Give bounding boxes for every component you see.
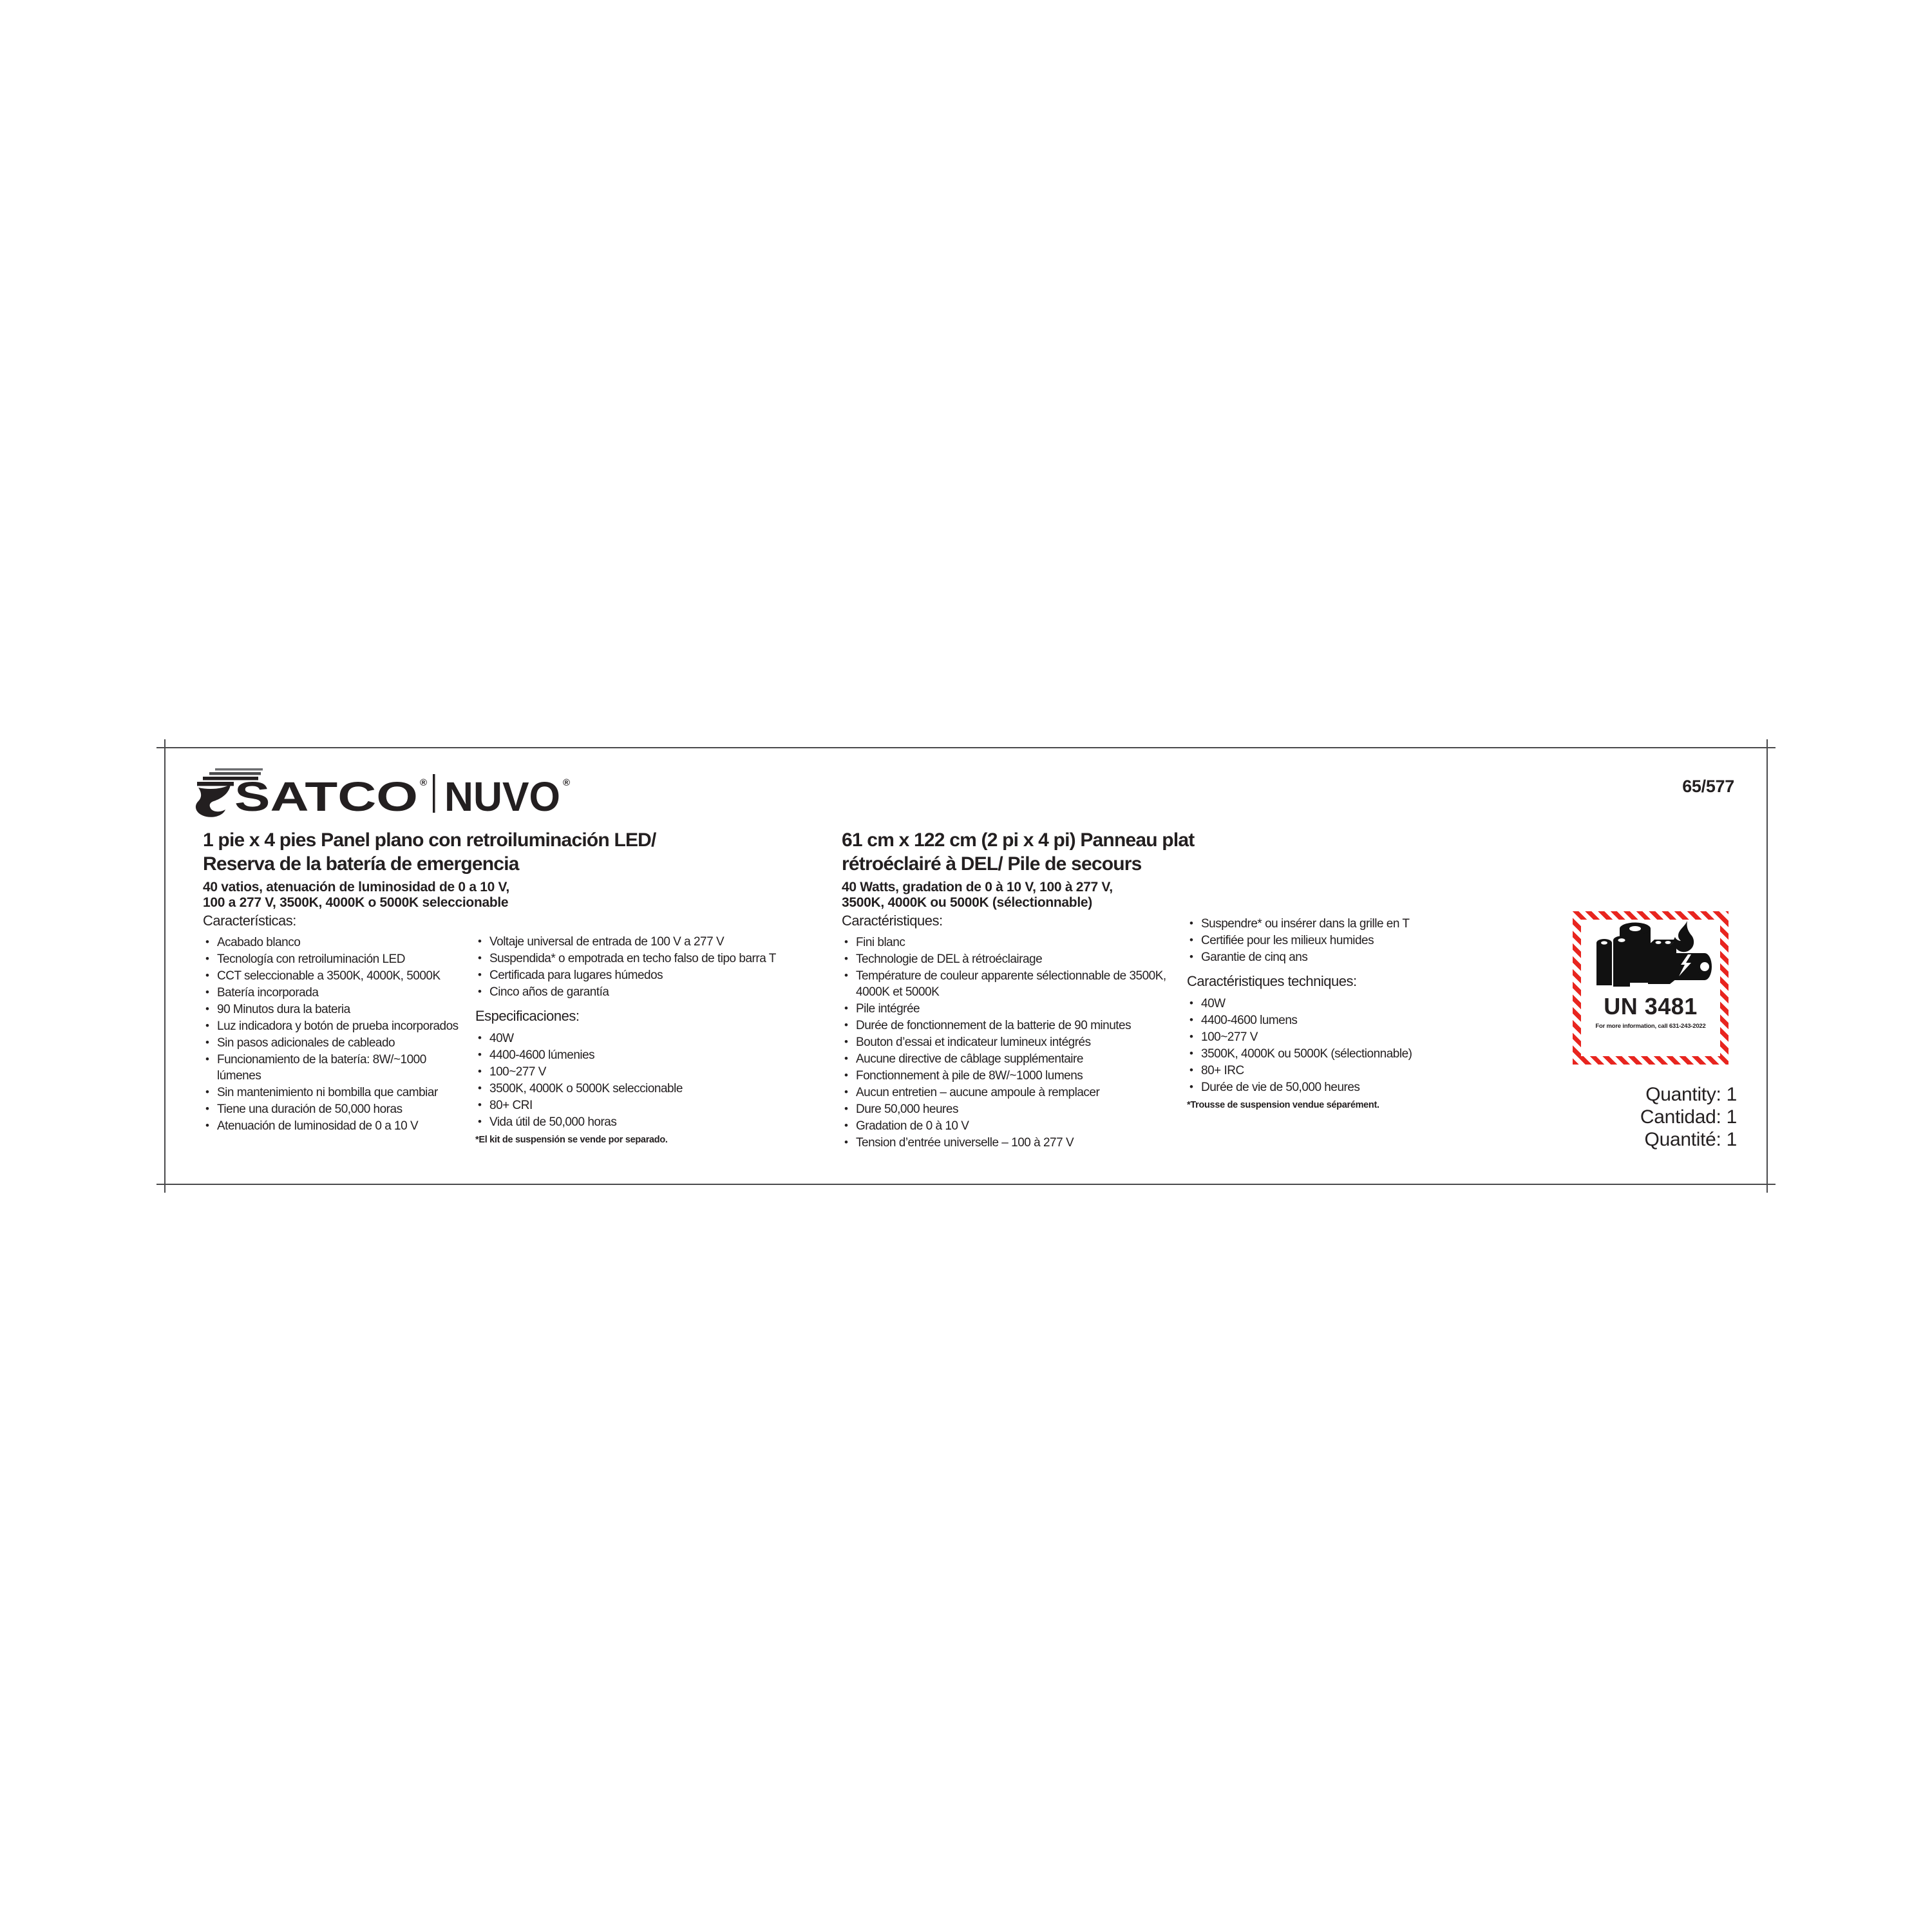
bullet-item: • 80+ CRI	[475, 1097, 688, 1113]
bullet-item: • 40W	[475, 1030, 688, 1046]
bullet-item: • 80+ IRC	[1187, 1063, 1470, 1079]
french-features-heading: Caractéristiques:	[842, 913, 943, 929]
bullet-item: • Tiene una duración de 50,000 horas	[203, 1101, 464, 1117]
bullet-item: • Sin mantenimiento ni bombilla que cambiar	[203, 1084, 464, 1101]
un3481-label	[1573, 911, 1728, 1065]
bullet-item: • 90 Minutos dura la bateria	[203, 1001, 464, 1018]
bullet-item: • Garantie de cinq ans	[1187, 949, 1470, 965]
bullet-item: • 3500K, 4000K ou 5000K (sélectionnable)	[1187, 1046, 1470, 1062]
french-footnote: *Trousse de suspension vendue séparément.	[1187, 1100, 1379, 1110]
un3481-info-text: For more information, call 631-243-2022	[1595, 1023, 1706, 1030]
panel-border-right	[1766, 739, 1768, 1193]
logo-divider	[433, 774, 435, 813]
un3481-code: UN 3481	[1604, 993, 1698, 1019]
french-specs-heading: Caractéristiques techniques:	[1187, 973, 1357, 989]
brand-name-nuvo: NUVO	[444, 773, 560, 817]
french-features-column	[842, 912, 1177, 1151]
bullet-item: • Suspendida* o empotrada en techo falso de tipo barra T	[475, 951, 807, 967]
french-subtitle-line2: 3500K, 4000K ou 5000K (sélectionnable)	[842, 895, 1092, 910]
un3481-battery-icon	[1586, 920, 1715, 994]
brand-logo	[193, 768, 574, 820]
spanish-subtitle-line1: 40 vatios, atenuación de luminosidad de 0 a 10 V,	[203, 880, 509, 895]
bullet-item: • Suspendre* ou insérer dans la grille en T	[1187, 916, 1470, 932]
bullet-item: • Température de couleur apparente sélectionnable de 3500K, 4000K et 5000K	[842, 968, 1177, 1000]
bullet-item: • Gradation de 0 à 10 V	[842, 1118, 1177, 1134]
product-code: 65/577	[1682, 777, 1734, 796]
bullet-item: • Fonctionnement à pile de 8W/~1000 lumens	[842, 1068, 1177, 1084]
spanish-title-block	[203, 828, 667, 911]
quantity-fr: Quantité: 1	[1644, 1129, 1737, 1150]
bullet-item: • 100~277 V	[1187, 1029, 1470, 1045]
bullet-item: • Batería incorporada	[203, 985, 464, 1001]
spanish-specs-list	[475, 1030, 688, 1130]
french-features2-list	[1187, 916, 1470, 965]
panel-border-bottom	[156, 1184, 1776, 1185]
spanish-features-column	[203, 912, 464, 1135]
bullet-item: • Tecnología con retroiluminación LED	[203, 951, 464, 967]
quantity-block	[1640, 1083, 1737, 1151]
spanish-specs-column	[475, 934, 807, 1145]
bullet-item: • Voltaje universal de entrada de 100 V a 277 V	[475, 934, 807, 950]
satco-registered-mark: ®	[420, 777, 428, 788]
bullet-item: • Tension d’entrée universelle – 100 à 277 V	[842, 1135, 1177, 1151]
bullet-item: • Pile intégrée	[842, 1001, 1177, 1017]
bullet-item: • Aucun entretien – aucune ampoule à remplacer	[842, 1084, 1177, 1101]
bullet-item: • Luz indicadora y botón de prueba incorporados	[203, 1018, 464, 1034]
french-specs-list	[1187, 996, 1470, 1095]
bullet-item: • Funcionamiento de la batería: 8W/~1000 lúmenes	[203, 1052, 464, 1084]
french-subtitle-line1: 40 Watts, gradation de 0 à 10 V, 100 à 277 V,	[842, 880, 1113, 895]
nuvo-registered-mark: ®	[563, 777, 571, 788]
bullet-item: • 4400-4600 lúmenies	[475, 1047, 688, 1063]
bullet-item: • Durée de fonctionnement de la batterie de 90 minutes	[842, 1018, 1177, 1034]
bullet-item: • Cinco años de garantía	[475, 984, 807, 1000]
bullet-item: • Aucune directive de câblage supplémentaire	[842, 1051, 1177, 1067]
french-title-line2: rétroéclairé à DEL/ Pile de secours	[842, 853, 1142, 875]
brand-name-satco: SATCO	[234, 773, 418, 817]
spanish-subtitle-line2: 100 a 277 V, 3500K, 4000K o 5000K seleccionable	[203, 895, 509, 910]
spanish-features-list	[203, 934, 464, 1134]
bullet-item: • 4400-4600 lumens	[1187, 1012, 1470, 1028]
bullet-item: • 100~277 V	[475, 1064, 688, 1080]
panel-border-top	[156, 747, 1776, 748]
bullet-item: • Atenuación de luminosidad de 0 a 10 V	[203, 1118, 464, 1134]
bullet-item: • CCT seleccionable a 3500K, 4000K, 5000K	[203, 968, 464, 984]
spanish-specs-heading: Especificaciones:	[475, 1008, 580, 1024]
quantity-en: Quantity: 1	[1645, 1084, 1737, 1105]
un3481-label-inner	[1581, 920, 1720, 1056]
label-panel	[164, 747, 1768, 1185]
bullet-item: • Certifiée pour les milieux humides	[1187, 933, 1470, 949]
bullet-item: • Dure 50,000 heures	[842, 1101, 1177, 1117]
french-specs-column	[1187, 916, 1470, 1110]
french-features-list	[842, 934, 1177, 1151]
bullet-item: • Acabado blanco	[203, 934, 464, 951]
bullet-item: • 3500K, 4000K o 5000K seleccionable	[475, 1081, 688, 1097]
bullet-item: • Durée de vie de 50,000 heures	[1187, 1079, 1470, 1095]
panel-border-left	[164, 739, 166, 1193]
bullet-item: • Vida útil de 50,000 horas	[475, 1114, 688, 1130]
spanish-title-line1: 1 pie x 4 pies Panel plano con retroiluminación LED/	[203, 829, 656, 851]
spanish-features-heading: Características:	[203, 913, 296, 929]
spanish-features2-list	[475, 934, 807, 1000]
bullet-item: • Certificada para lugares húmedos	[475, 967, 807, 983]
bullet-item: • Technologie de DEL à rétroéclairage	[842, 951, 1177, 967]
bullet-item: • Sin pasos adicionales de cableado	[203, 1035, 464, 1051]
satco-nuvo-logo	[193, 768, 574, 817]
spanish-title-line2: Reserva de la batería de emergencia	[203, 853, 519, 875]
bullet-item: • Bouton d’essai et indicateur lumineux intégrés	[842, 1034, 1177, 1050]
bullet-item: • 40W	[1187, 996, 1470, 1012]
french-title-block	[842, 828, 1305, 911]
spanish-footnote: *El kit de suspensión se vende por separado.	[475, 1135, 668, 1145]
bullet-item: • Fini blanc	[842, 934, 1177, 951]
french-title-line1: 61 cm x 122 cm (2 pi x 4 pi) Panneau plat	[842, 829, 1195, 851]
quantity-es: Cantidad: 1	[1640, 1106, 1737, 1128]
